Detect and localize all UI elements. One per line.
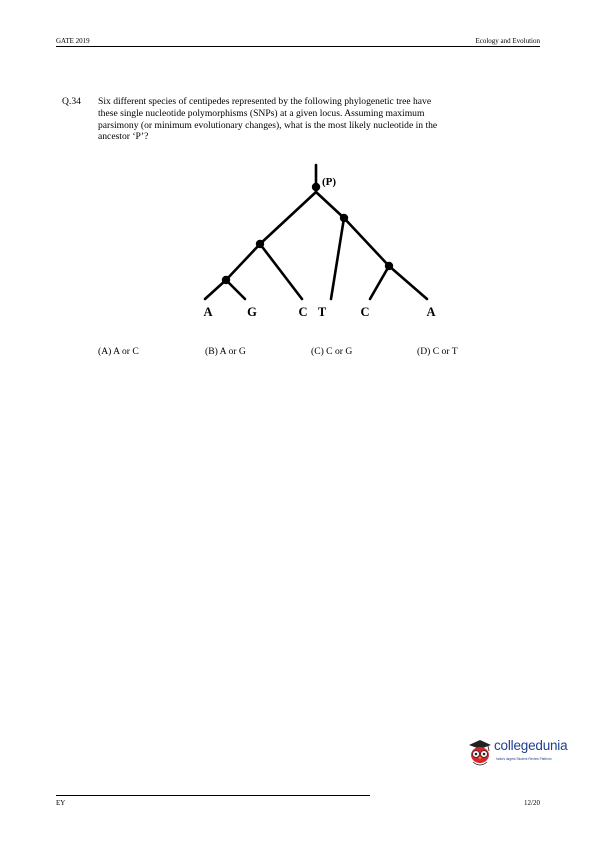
logo-wordmark: collegedunia	[494, 738, 568, 753]
header-exam-name: GATE 2019	[56, 37, 90, 45]
branch-leaf-c1	[260, 244, 302, 299]
header-section-name: Ecology and Evolution	[475, 37, 540, 45]
branch-internal-ca	[344, 218, 389, 266]
leaf-label: T	[317, 305, 327, 319]
branch-leaf-t	[331, 218, 344, 299]
branch-root-right	[316, 192, 344, 218]
internal-node	[222, 276, 230, 284]
root-node	[312, 183, 320, 191]
option-c: (C) C or G	[311, 346, 353, 357]
branch-root-left	[260, 192, 316, 244]
leaf-label: C	[298, 305, 308, 319]
header-rule	[56, 46, 540, 47]
leaf-label: A	[203, 305, 213, 319]
leaf-label: C	[360, 305, 370, 319]
question-line: Six different species of centipedes represented by the following phylogenetic tree have	[98, 96, 432, 107]
root-label: (P)	[322, 176, 337, 188]
leaf-label: G	[247, 305, 257, 319]
question-text	[98, 96, 528, 143]
owl-mascot-icon	[466, 737, 494, 771]
collegedunia-logo	[466, 737, 581, 771]
leaf-label: A	[426, 305, 436, 319]
footer-rule	[56, 795, 370, 796]
question-line: parsimony (or minimum evolutionary changes), what is the most likely nucleotide in the	[98, 119, 438, 131]
footer-page-number: 12/20	[524, 799, 540, 807]
footer-paper-code: EY	[56, 799, 66, 807]
branch-leaf-a1	[205, 280, 226, 299]
internal-node	[340, 214, 348, 222]
option-b: (B) A or G	[205, 346, 246, 357]
internal-node	[256, 240, 264, 248]
branch-leaf-a2	[389, 266, 427, 299]
option-a: (A) A or C	[98, 346, 139, 357]
branch-internal-ag	[226, 244, 260, 280]
option-d: (D) C or T	[417, 346, 458, 357]
question-line: ancestor ‘P’?	[98, 131, 149, 143]
phylogenetic-tree	[195, 160, 455, 325]
logo-tagline: India's largest Student Review Platform	[496, 757, 552, 761]
question-number: Q.34	[62, 96, 81, 107]
branch-leaf-c2	[370, 266, 389, 299]
question-line: these single nucleotide polymorphisms (SNPs) at a given locus. Assuming maximum	[98, 107, 425, 119]
internal-node	[385, 262, 393, 270]
